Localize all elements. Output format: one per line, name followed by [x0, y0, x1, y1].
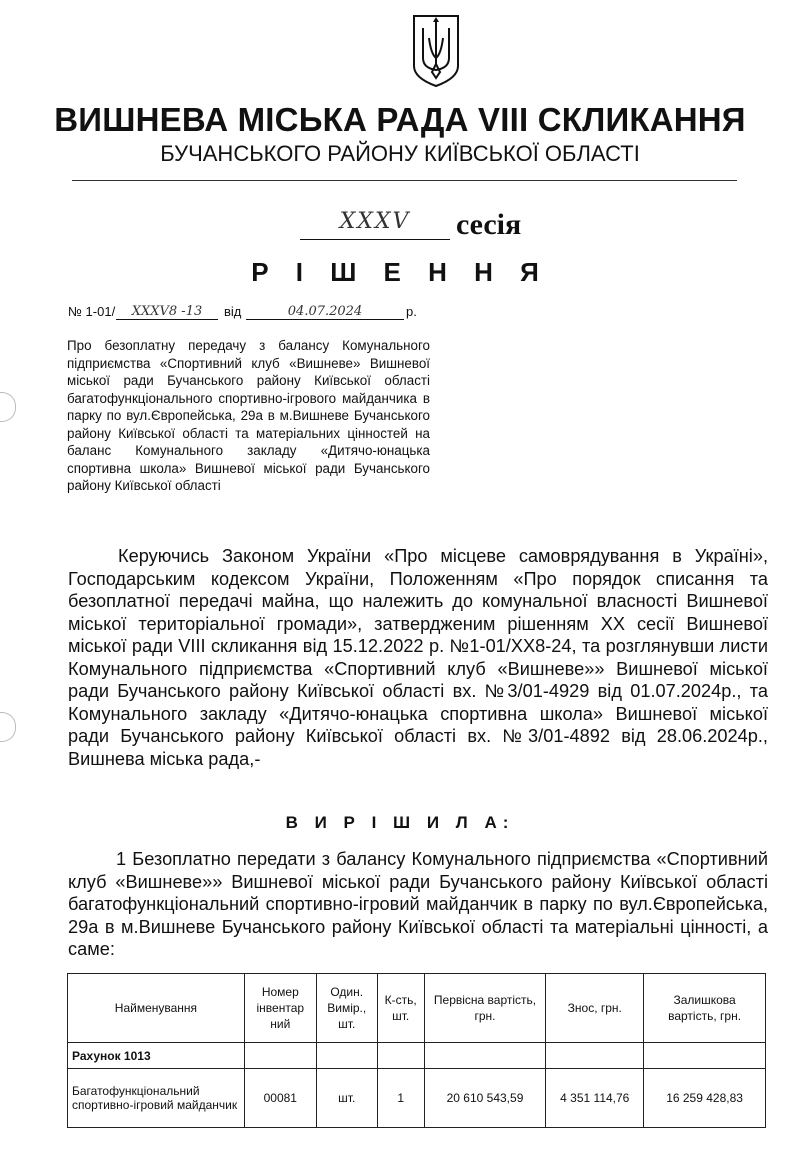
assets-table [67, 973, 766, 1128]
decision-number-line [68, 304, 488, 324]
trident-coat-of-arms [411, 14, 461, 88]
table-row [68, 1069, 766, 1128]
session-label: сесія [456, 208, 522, 241]
header-residual-value: Залишкова вартість, грн. [644, 974, 766, 1043]
cell-name: Багатофункціональний спортивно-ігровий майданчик [68, 1069, 245, 1128]
cell-initial-value: 20 610 543,59 [424, 1069, 546, 1128]
year-suffix: р. [406, 304, 417, 319]
header-divider [72, 180, 737, 181]
decision-number: XXXV8 -13 [116, 304, 218, 320]
number-prefix: № 1-01/ [68, 304, 116, 319]
punch-hole-mark [0, 392, 16, 422]
decision-subject: Про безоплатну передачу з балансу Комунального підприємства «Спортивний клуб «Вишневе» Вишневої міської ради Бучанського району Київської області багатофункціонального спортивно-ігрового майданчика в парку по вул.Європейська, 29а в м.Вишневе Бучанського району Київської області та матеріальних цінностей на баланс Комунального закладу «Дитячо-юнацька спортивна школа» Вишневої міської ради Бучанського району Київської області [67, 338, 430, 493]
table-section-row [68, 1043, 766, 1069]
cell-residual-value: 16 259 428,83 [644, 1069, 766, 1128]
from-label: від [224, 304, 242, 319]
preamble-paragraph: Керуючись Законом України «Про місцеве самоврядування в Україні», Господарським кодексом України, Положенням «Про порядок списання та безоплатної передачі майна, що належить до комунальної власності Вишневої міської територіальної громади», затвердженим рішенням XX сесії Вишневої міської ради VIII скликання від 15.12.2022 р. №1-01/XX8-24, та розглянувши листи Комунального підприємства «Спортивний клуб «Вишневе»» Вишневої міської ради Бучанського району Київської області вх. №3/01-4929 від 01.07.2024р., та Комунального закладу «Дитячо-юнацька спортивна школа» Вишневої міської ради Бучанського району Київської області вх. №3/01-4892 від 28.06.2024р., Вишнева міська рада,- [68, 546, 768, 769]
cell-quantity: 1 [377, 1069, 424, 1128]
header-quantity: К-сть, шт. [377, 974, 424, 1043]
cell-unit: шт. [316, 1069, 377, 1128]
table-header-row [68, 974, 766, 1043]
district-subtitle: БУЧАНСЬКОГО РАЙОНУ КИЇВСЬКОЇ ОБЛАСТІ [160, 141, 640, 166]
item-1-paragraph: 1 Безоплатно передати з балансу Комунального підприємства «Спортивний клуб «Вишневе»» Вишневої міської ради Бучанського району Київської області багатофункціональний спортивно-ігровий майданчик в парку по вул.Європейська, 29а в м.Вишневе Бучанського району Київської області та матеріальні цінності, а саме: [68, 849, 768, 959]
decision-title: Р І Ш Е Н Н Я [251, 257, 549, 287]
decision-date: 04.07.2024 [246, 304, 404, 320]
header-wear: Знос, грн. [546, 974, 644, 1043]
header-unit: Один. Вимір., шт. [316, 974, 377, 1043]
resolved-heading: В И Р І Ш И Л А: [285, 813, 515, 832]
header-inventory: Номер інвентар ний [244, 974, 316, 1043]
cell-wear: 4 351 114,76 [546, 1069, 644, 1128]
section-label: Рахунок 1013 [68, 1043, 245, 1069]
cell-inventory: 00081 [244, 1069, 316, 1128]
council-title: ВИШНЕВА МІСЬКА РАДА VIII СКЛИКАННЯ [54, 101, 746, 138]
header-initial-value: Первісна вартість, грн. [424, 974, 546, 1043]
session-number: XXXV [300, 209, 450, 240]
header-name: Найменування [68, 974, 245, 1043]
punch-hole-mark [0, 712, 16, 742]
